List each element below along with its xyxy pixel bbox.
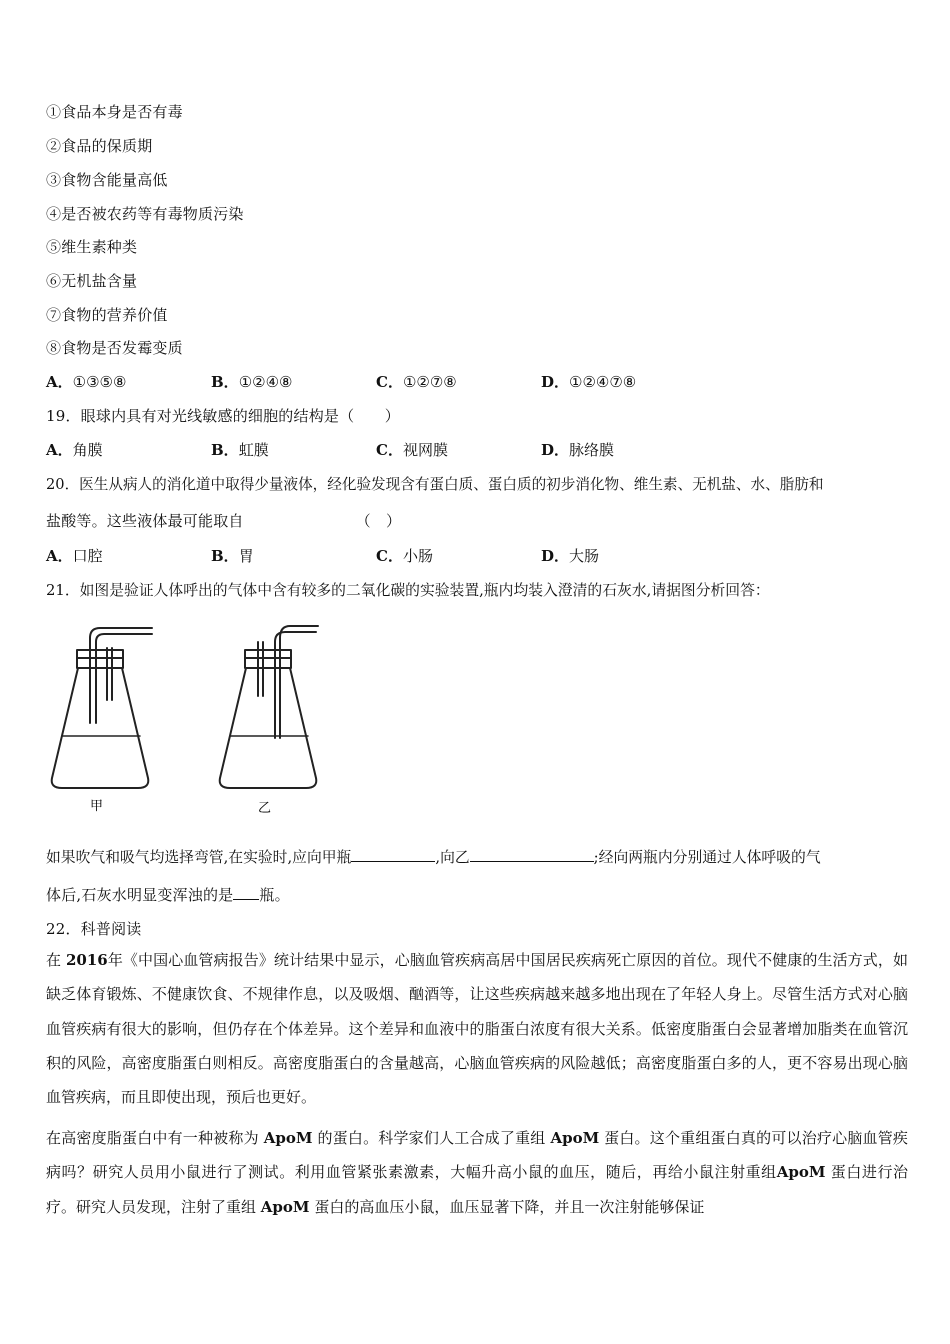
question-21-stem: 21．如图是验证人体呼出的气体中含有较多的二氧化碳的实验装置,瓶内均装入澄清的石灰水,请据图分析回答： [46,582,770,599]
bent-tube-left-1 [90,628,152,723]
lab-apparatus-figure [46,618,346,823]
list-item: ⑤维生素种类 [46,238,138,256]
list-item: ⑧食物是否发霉变质 [46,339,183,357]
question-21-fill-cont: 体后,石灰水明显变浑浊的是 瓶。 [46,886,290,904]
option-a: A．角膜 [46,441,103,459]
figure-label-left: 甲 [90,799,104,814]
option-d: D．①②④⑦⑧ [541,373,637,391]
option-a: A．口腔 [46,547,103,565]
list-item: ⑦食物的营养价值 [46,306,168,324]
option-d: D．脉络膜 [541,441,615,459]
flask-right [220,668,317,788]
question-19-stem: 19．眼球内具有对光线敏感的细胞的结构是（ ） [46,407,400,425]
reading-paragraph-2: 在高密度脂蛋白中有一种被称为 ApoM 的蛋白。科学家们人工合成了重组 ApoM 蛋白。这个重组蛋白真的可以治疗心脑血管疾病吗？研究人员用小鼠进行了测试。利用血管紧张素激素，大幅升高小鼠的血压，随后，再给小鼠注射重组ApoM 蛋白进行治疗。研究人员发现，注射了重组 ApoM 蛋白的高血压小鼠，血压显著下降，并且一次注射能够保证 [46,1129,908,1216]
option-c: C．视网膜 [376,441,448,459]
option-a: A．①③⑤⑧ [46,373,127,391]
question-21-fill: 如果吹气和吸气均选择弯管,在实验时,应向甲瓶 ,向乙 ;经向两瓶内分别通过人体呼吸的气 [46,849,821,866]
answer-blank[interactable] [351,847,435,862]
bent-tube-right [275,632,316,738]
option-c: C．①②⑦⑧ [376,373,457,391]
list-item: ⑥无机盐含量 [46,272,138,290]
figure-label-right: 乙 [258,801,272,816]
option-b: B．虹膜 [211,441,269,459]
flask-left [52,668,149,788]
list-item: ②食品的保质期 [46,137,153,155]
option-b: B．胃 [211,547,254,565]
option-c: C．小肠 [376,547,433,565]
answer-blank[interactable] [470,847,594,862]
list-item: ④是否被农药等有毒物质污染 [46,205,244,223]
list-item: ①食品本身是否有毒 [46,103,183,121]
reading-paragraph-1: 在 2016年《中国心血管病报告》统计结果中显示，心脑血管疾病高居中国居民疾病死亡原因的首位。现代不健康的生活方式，如缺乏体育锻炼、不健康饮食、不规律作息，以及吸烟、酗酒等，让这些疾病越来越多地出现在了年轻人身上。尽管生活方式对心脑血管疾病有很大的影响，但仍存在个体差异。这个差异和血液中的脂蛋白浓度有很大关系。低密度脂蛋白会显著增加脂类在血管沉积的风险，高密度脂蛋白则相反。高密度脂蛋白的含量越高，心脑血管疾病的风险越低；高密度脂蛋白多的人，更不容易出现心脑血管疾病，而且即使出现，预后也更好。 [46,951,908,1107]
question-22-title: 22．科普阅读 [46,920,142,938]
question-20-stem-cont: 盐酸等。这些液体最可能取自 （ ） [46,512,402,530]
option-d: D．大肠 [541,547,600,565]
list-item: ③食物含能量高低 [46,171,168,189]
answer-blank[interactable] [233,885,259,900]
question-20-stem: 20．医生从病人的消化道中取得少量液体，经化验发现含有蛋白质、蛋白质的初步消化物、维生素、无机盐、水、脂肪和 [46,476,824,493]
option-b: B．①②④⑧ [211,373,293,391]
